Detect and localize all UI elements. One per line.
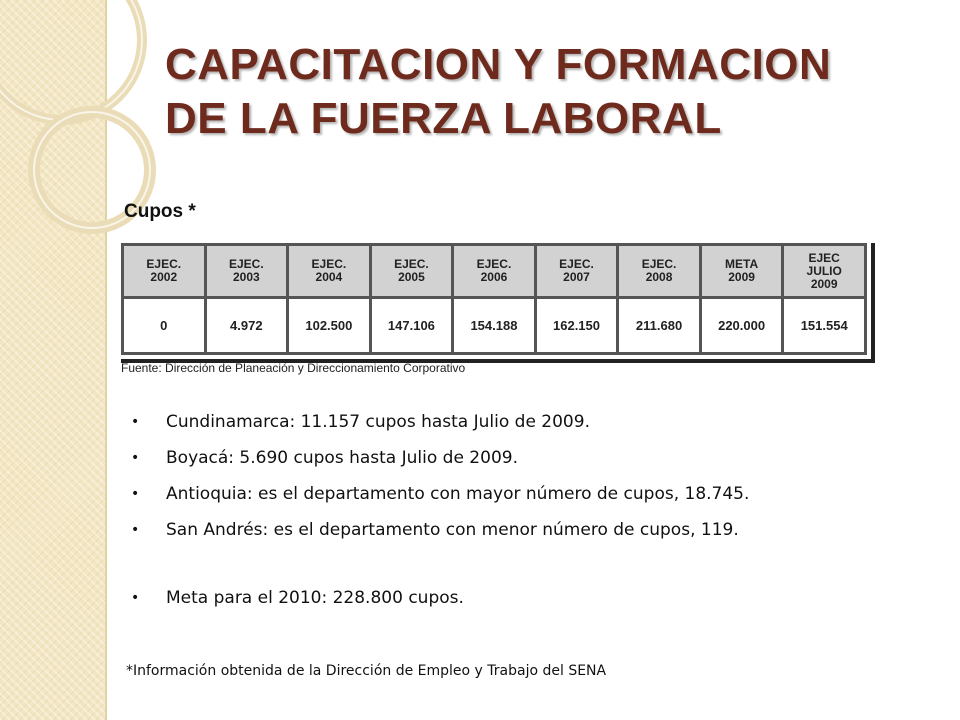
table-cell: 154.188: [453, 298, 536, 354]
cupos-table-frame: [121, 243, 875, 363]
list-item: [128, 476, 928, 512]
table-cell: 151.554: [783, 298, 866, 354]
section-subtitle: Cupos *: [124, 201, 196, 222]
list-item: [128, 512, 928, 548]
list-item-text: Cundinamarca: 11.157 cupos hasta Julio de 2009.: [166, 412, 590, 432]
table-source-note: Fuente: Dirección de Planeación y Direccionamiento Corporativo: [121, 361, 466, 375]
table-header-cell: EJEC. 2006: [453, 245, 536, 298]
title-line-1: CAPACITACION Y FORMACION: [165, 40, 832, 89]
table-header-cell: EJEC. 2002: [123, 245, 206, 298]
bullet-icon: •: [131, 450, 140, 466]
table-header-cell: EJEC. 2003: [205, 245, 288, 298]
table-row: [123, 298, 866, 354]
table-header-cell: EJEC JULIO 2009: [783, 245, 866, 298]
table-header-cell: EJEC. 2007: [535, 245, 618, 298]
table-cell: 0: [123, 298, 206, 354]
table-header-cell: META 2009: [700, 245, 783, 298]
bullet-list: [128, 404, 928, 616]
list-item: [128, 580, 928, 616]
footnote: *Información obtenida de la Dirección de Empleo y Trabajo del SENA: [126, 663, 607, 679]
table-cell: 220.000: [700, 298, 783, 354]
list-item: [128, 404, 928, 440]
table-cell: 147.106: [370, 298, 453, 354]
bullet-icon: •: [131, 522, 140, 538]
list-item-text: Meta para el 2010: 228.800 cupos.: [166, 588, 464, 608]
list-item-text: Boyacá: 5.690 cupos hasta Julio de 2009.: [166, 448, 518, 468]
table-cell: 4.972: [205, 298, 288, 354]
bullet-icon: •: [131, 590, 140, 606]
list-item-text: Antioquia: es el departamento con mayor número de cupos, 18.745.: [166, 484, 750, 504]
bullet-icon: •: [131, 414, 140, 430]
bullet-icon: •: [131, 486, 140, 502]
deco-circle-large-inner: [0, 0, 142, 120]
table-header-cell: EJEC. 2005: [370, 245, 453, 298]
deco-circle-large: [0, 0, 142, 120]
table-cell: 211.680: [618, 298, 701, 354]
table-header-row: [123, 245, 866, 298]
table-cell: 162.150: [535, 298, 618, 354]
title-line-2: DE LA FUERZA LABORAL: [165, 94, 722, 143]
table-header-cell: EJEC. 2004: [288, 245, 371, 298]
table-cell: 102.500: [288, 298, 371, 354]
page-title: [165, 38, 945, 146]
list-item-text: San Andrés: es el departamento con menor número de cupos, 119.: [166, 520, 739, 540]
table-header-cell: EJEC. 2008: [618, 245, 701, 298]
cupos-table: [121, 243, 867, 355]
list-item: [128, 440, 928, 476]
